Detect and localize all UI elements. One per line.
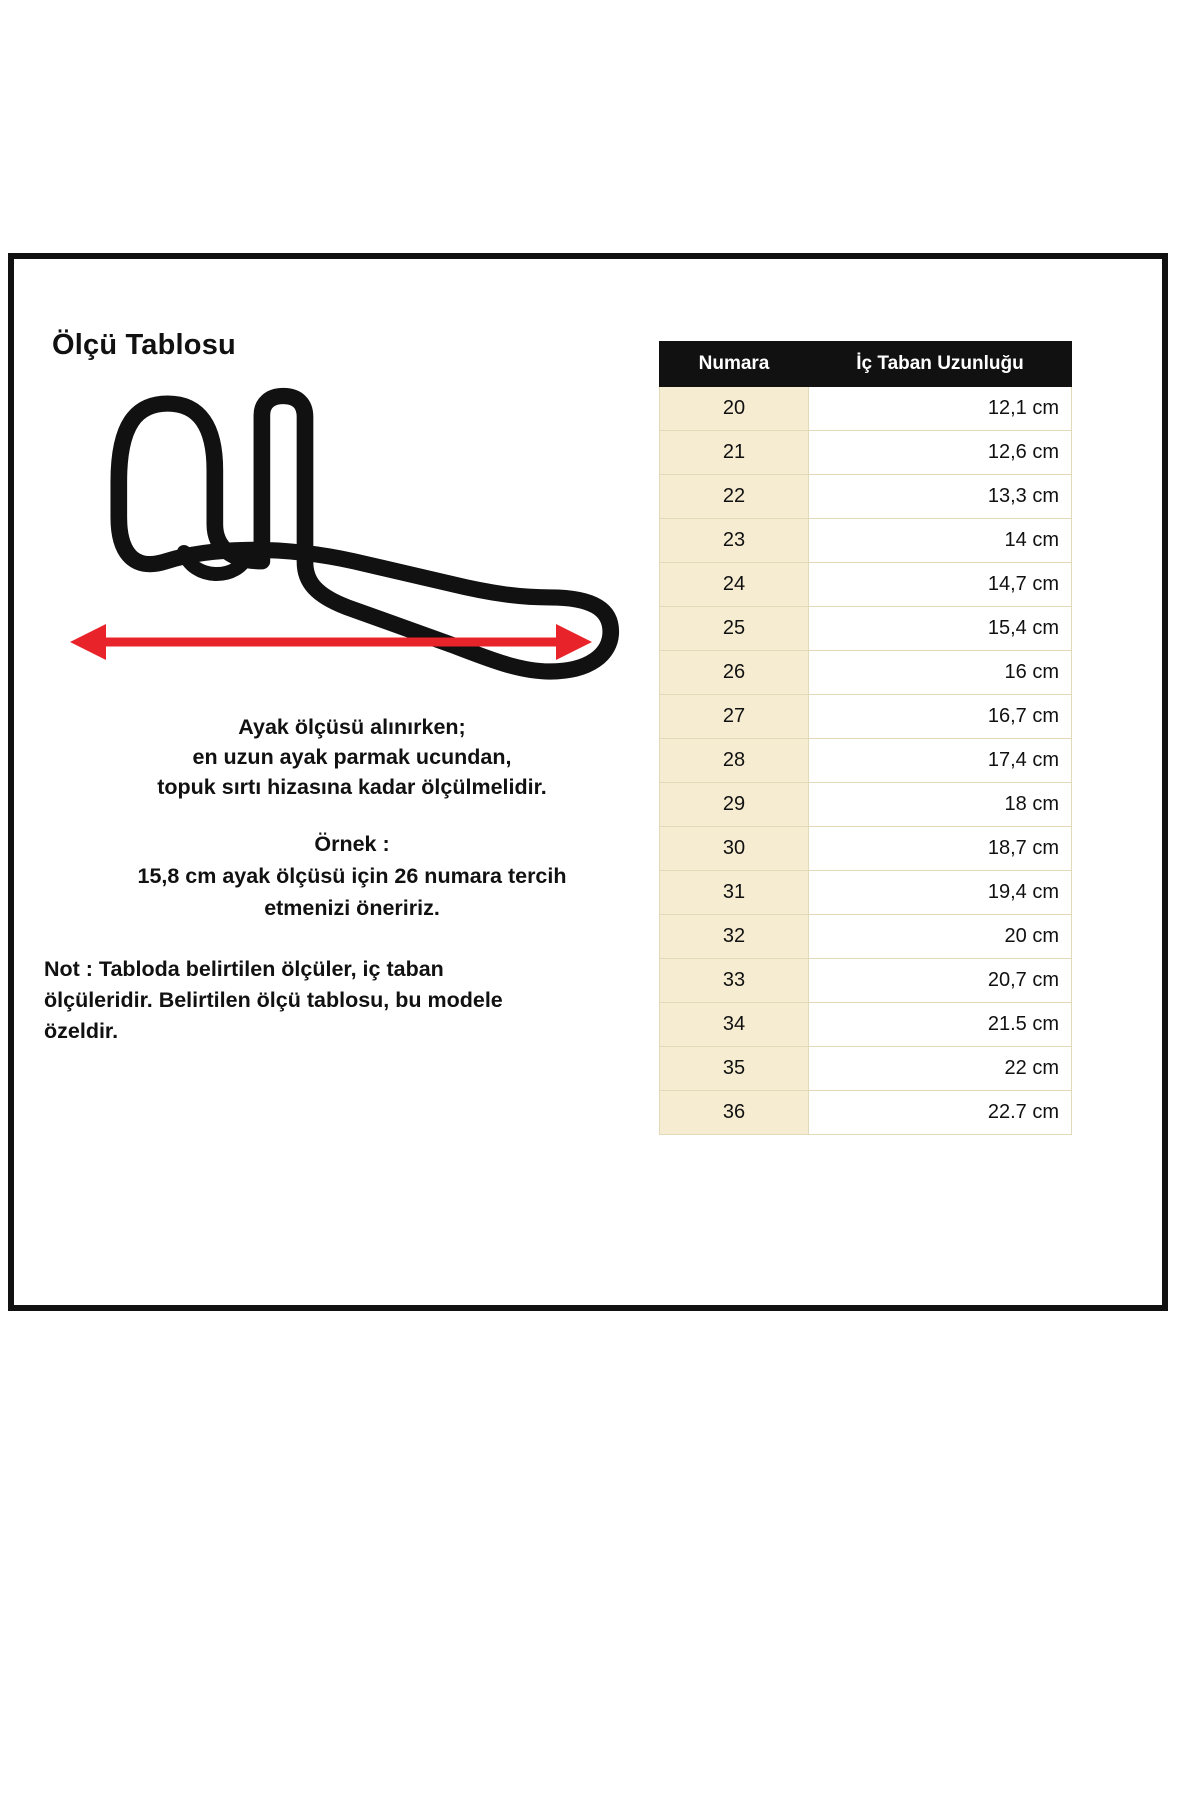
size-table-container <box>659 341 1059 1135</box>
cell-length: 17,4 cm <box>809 739 1072 783</box>
cell-length: 21.5 cm <box>809 1003 1072 1047</box>
instruction-line-1: Ayak ölçüsü alınırken; <box>238 715 466 739</box>
table-header-row <box>660 342 1072 387</box>
cell-length: 14 cm <box>809 519 1072 563</box>
example-block <box>52 828 652 924</box>
table-header-length: İç Taban Uzunluğu <box>809 342 1072 387</box>
cell-length: 22 cm <box>809 1047 1072 1091</box>
table-row <box>660 651 1072 695</box>
table-row <box>660 607 1072 651</box>
table-row <box>660 739 1072 783</box>
note-line-2: ölçüleridir. Belirtilen ölçü tablosu, bu modele <box>44 988 503 1012</box>
cell-size: 20 <box>660 387 809 431</box>
cell-length: 18,7 cm <box>809 827 1072 871</box>
cell-size: 27 <box>660 695 809 739</box>
table-row <box>660 959 1072 1003</box>
instruction-line-3: topuk sırtı hizasına kadar ölçülmelidir. <box>157 775 547 799</box>
note-block <box>44 954 644 1047</box>
cell-size: 28 <box>660 739 809 783</box>
table-row <box>660 783 1072 827</box>
table-row <box>660 563 1072 607</box>
cell-size: 29 <box>660 783 809 827</box>
table-row <box>660 827 1072 871</box>
cell-length: 12,1 cm <box>809 387 1072 431</box>
cell-length: 22.7 cm <box>809 1091 1072 1135</box>
size-chart-card <box>8 253 1168 1311</box>
cell-length: 19,4 cm <box>809 871 1072 915</box>
page-title: Ölçü Tablosu <box>52 329 236 361</box>
instruction-line-2: en uzun ayak parmak ucundan, <box>192 745 512 769</box>
cell-length: 20 cm <box>809 915 1072 959</box>
table-row <box>660 431 1072 475</box>
cell-length: 20,7 cm <box>809 959 1072 1003</box>
table-row <box>660 915 1072 959</box>
cell-length: 18 cm <box>809 783 1072 827</box>
instructions-block <box>52 712 652 802</box>
note-line-3: özeldir. <box>44 1019 119 1043</box>
cell-size: 26 <box>660 651 809 695</box>
cell-length: 16 cm <box>809 651 1072 695</box>
foot-illustration <box>52 374 652 704</box>
left-column <box>42 329 662 1047</box>
table-body <box>660 387 1072 1135</box>
foot-outline-icon <box>52 374 652 704</box>
cell-length: 14,7 cm <box>809 563 1072 607</box>
cell-size: 34 <box>660 1003 809 1047</box>
cell-size: 35 <box>660 1047 809 1091</box>
example-line-1: 15,8 cm ayak ölçüsü için 26 numara tercih <box>137 864 567 888</box>
cell-length: 12,6 cm <box>809 431 1072 475</box>
cell-length: 15,4 cm <box>809 607 1072 651</box>
cell-size: 33 <box>660 959 809 1003</box>
table-row <box>660 1003 1072 1047</box>
cell-length: 16,7 cm <box>809 695 1072 739</box>
cell-size: 32 <box>660 915 809 959</box>
cell-size: 24 <box>660 563 809 607</box>
size-table <box>659 341 1072 1135</box>
measurement-arrow <box>70 624 592 660</box>
table-row <box>660 1047 1072 1091</box>
table-header-size: Numara <box>660 342 809 387</box>
table-row <box>660 871 1072 915</box>
table-row <box>660 1091 1072 1135</box>
cell-size: 21 <box>660 431 809 475</box>
cell-size: 31 <box>660 871 809 915</box>
cell-size: 36 <box>660 1091 809 1135</box>
table-row <box>660 387 1072 431</box>
table-row <box>660 519 1072 563</box>
example-line-2: etmenizi öneririz. <box>264 896 440 920</box>
cell-length: 13,3 cm <box>809 475 1072 519</box>
example-heading: Örnek : <box>314 832 390 856</box>
cell-size: 23 <box>660 519 809 563</box>
cell-size: 30 <box>660 827 809 871</box>
note-line-1: Not : Tabloda belirtilen ölçüler, iç taban <box>44 957 444 981</box>
table-row <box>660 475 1072 519</box>
table-row <box>660 695 1072 739</box>
cell-size: 22 <box>660 475 809 519</box>
cell-size: 25 <box>660 607 809 651</box>
